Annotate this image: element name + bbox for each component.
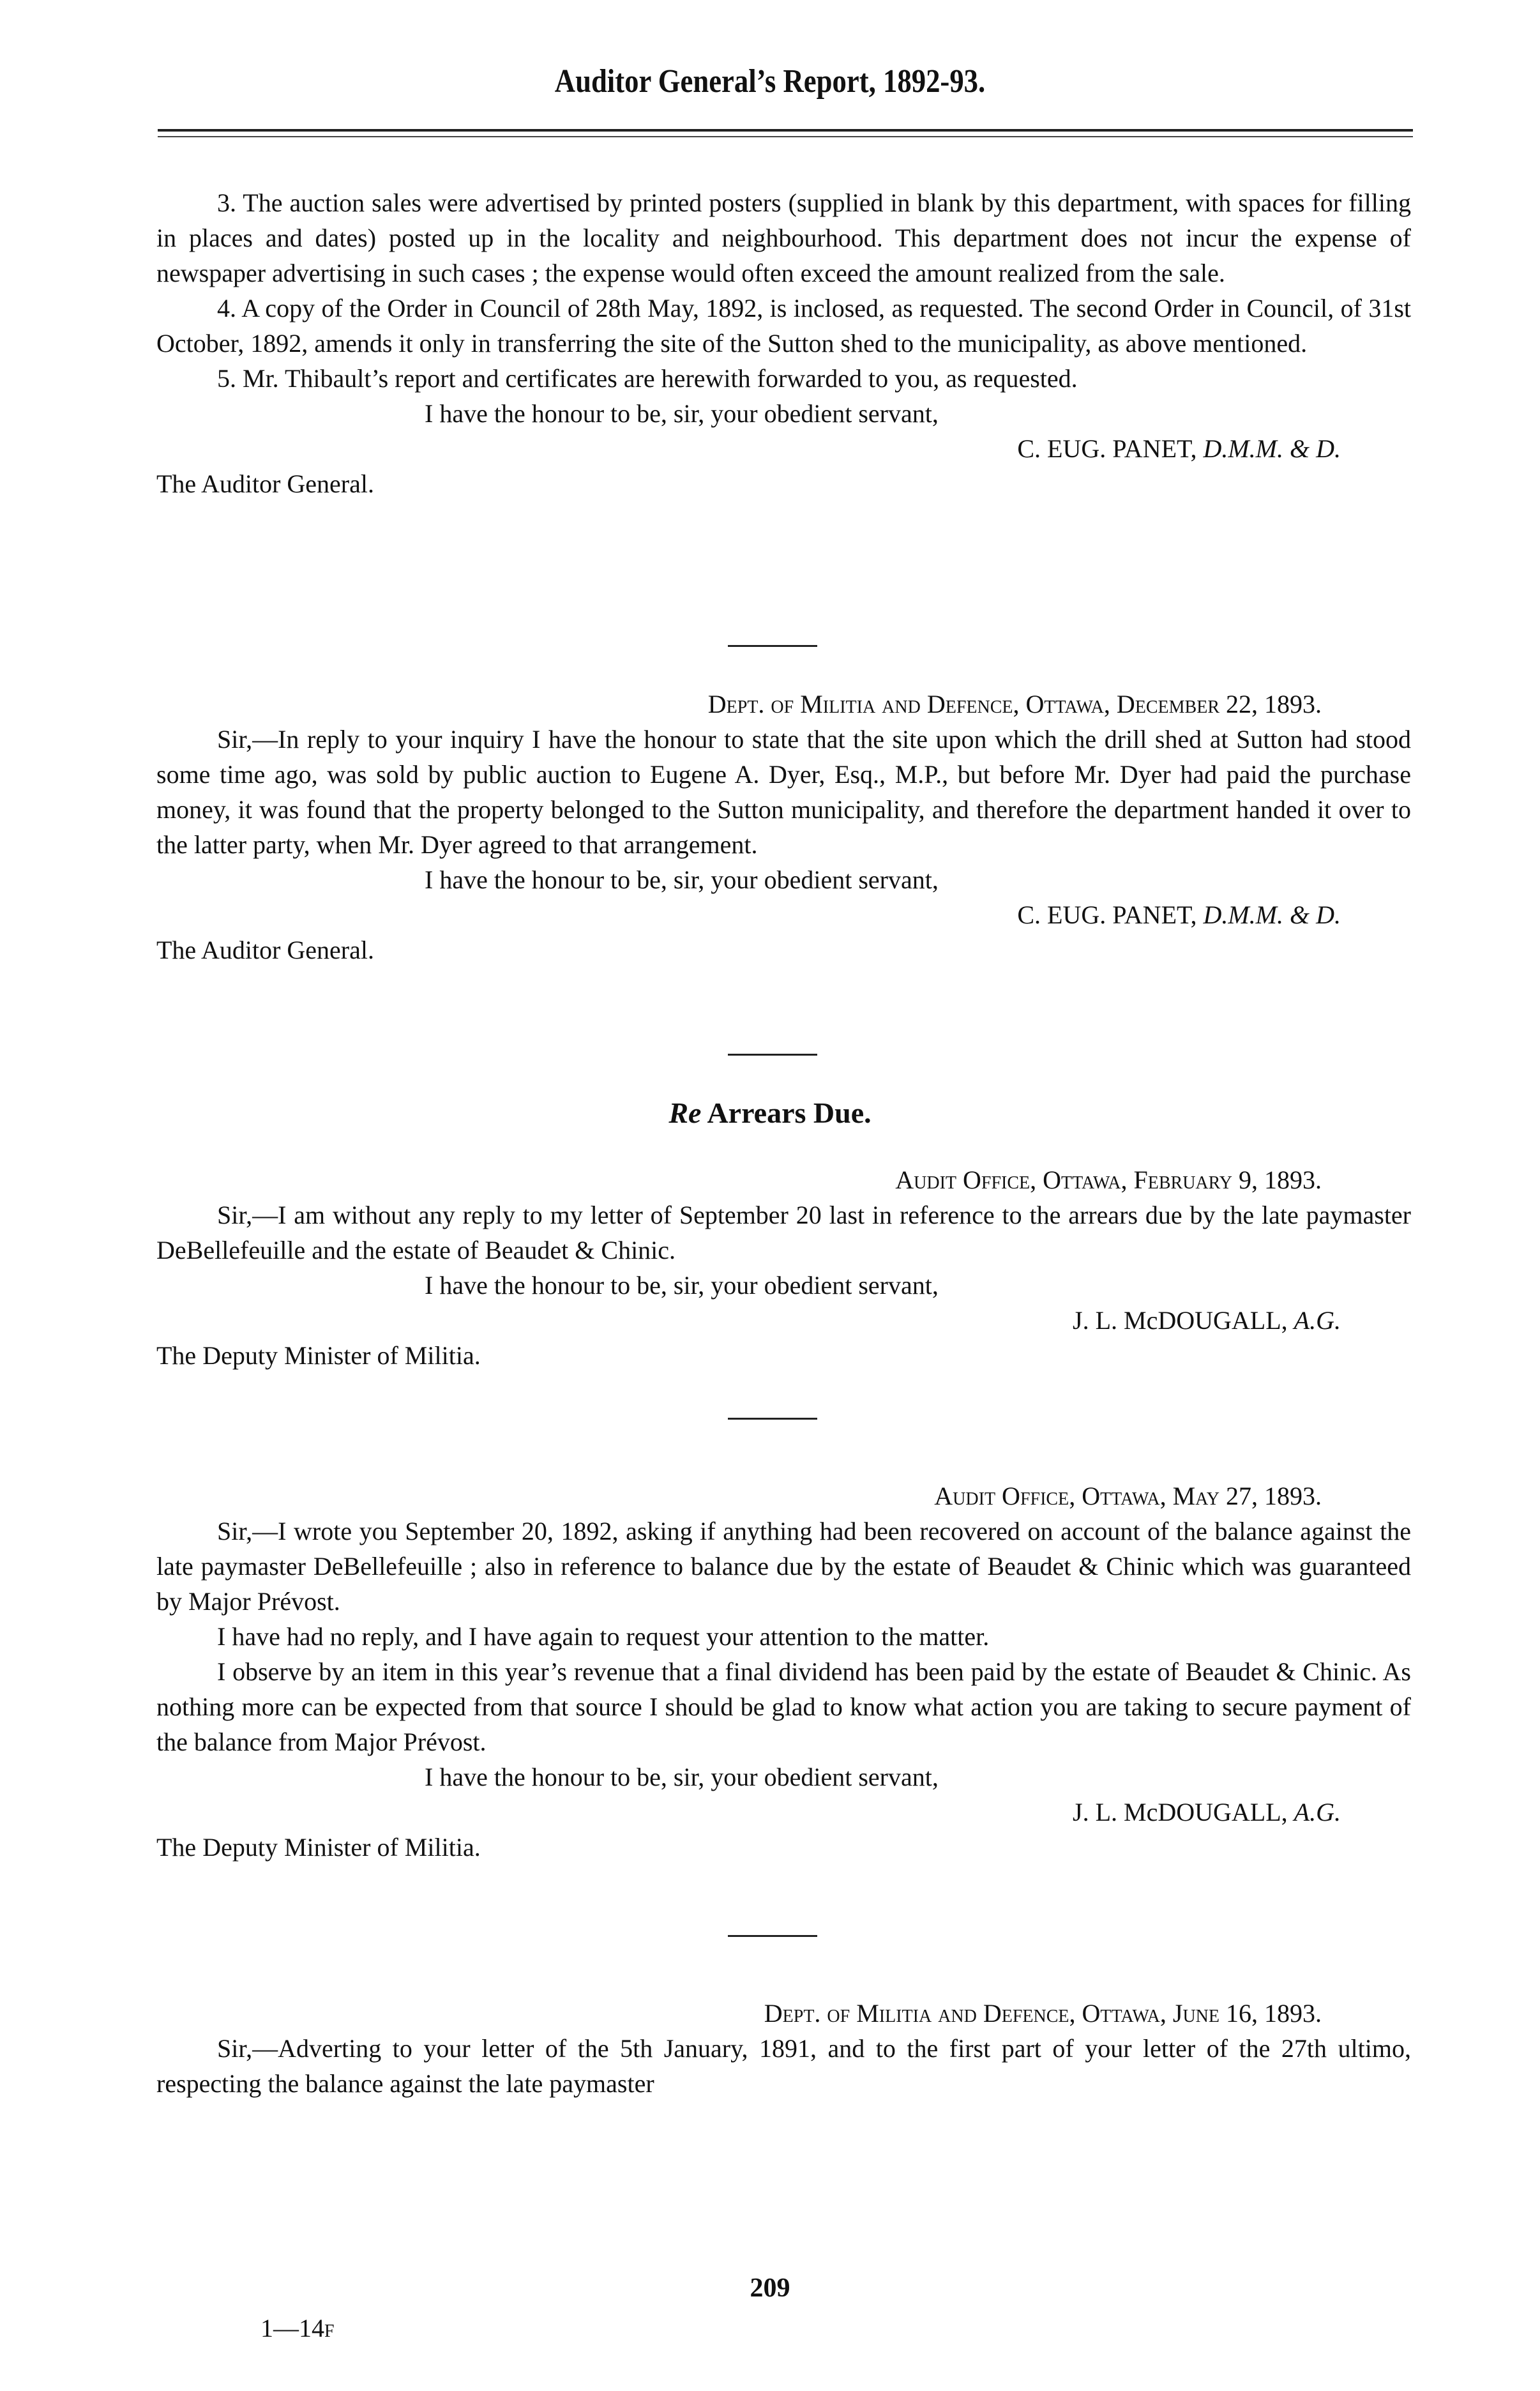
signature-title: A.G. bbox=[1294, 1798, 1341, 1826]
letter-body-3: I observe by an item in this year’s revenue that a final dividend has been paid by the estate of Beaudet & Chinic. As nothing more can be expected from that source I should be glad to know what action you are taking to secure payment of the balance from Major Prévost. bbox=[156, 1657, 1411, 1756]
signature-name: C. EUG. PANET, bbox=[1017, 434, 1197, 463]
signature bbox=[156, 897, 1411, 932]
paragraph-4: 4. A copy of the Order in Council of 28th May, 1892, is inclosed, as requested. The second Order in Council, of 31st October, 1892, amends it only in transferring the site of the Sutton shed to the municipality, as above mentioned. bbox=[156, 294, 1411, 358]
closing-line: I have the honour to be, sir, your obedient servant, bbox=[425, 1763, 939, 1791]
signature-title: D.M.M. & D. bbox=[1203, 434, 1341, 463]
signature-title: A.G. bbox=[1294, 1306, 1341, 1335]
page-number: 209 bbox=[750, 2273, 790, 2303]
signature bbox=[156, 431, 1411, 466]
paragraph-3: 3. The auction sales were advertised by printed posters (supplied in blank by this department, with spaces for filling in places and dates) posted up in the locality and neighbourhood. This department does not incur the expense of newspaper advertising in such cases ; the expense would often exceed the amount realized from the sale. bbox=[156, 188, 1411, 287]
letter-5 bbox=[156, 1996, 1411, 2101]
closing-line: I have the honour to be, sir, your obedient servant, bbox=[425, 865, 939, 894]
letter-3 bbox=[156, 1162, 1411, 1373]
separator-4 bbox=[728, 1935, 817, 1937]
recipient: The Auditor General. bbox=[156, 469, 374, 498]
separator-2 bbox=[728, 1054, 817, 1056]
letter-body: Sir,—Adverting to your letter of the 5th January, 1891, and to the first part of your letter of the 27th ultimo, respecting the balance against the late paymaster bbox=[156, 2034, 1411, 2098]
closing-line: I have the honour to be, sir, your obedient servant, bbox=[425, 1271, 939, 1300]
signature-name: J. L. McDOUGALL, bbox=[1073, 1306, 1288, 1335]
header-rule-thick bbox=[158, 129, 1413, 132]
page-title: Auditor General’s Report, 1892-93. bbox=[554, 63, 986, 100]
letter-body-2: I have had no reply, and I have again to request your attention to the matter. bbox=[217, 1622, 990, 1651]
letter-4 bbox=[156, 1478, 1411, 1865]
signature-name: J. L. McDOUGALL, bbox=[1073, 1798, 1288, 1826]
section-heading-title: Arrears Due. bbox=[707, 1097, 872, 1129]
letter-1 bbox=[156, 185, 1411, 501]
letter-address: Dept. of Militia and Defence, Ottawa, December 22, 1893. bbox=[707, 690, 1322, 718]
section-heading-re: Re bbox=[668, 1097, 702, 1129]
letter-address: Audit Office, Ottawa, February 9, 1893. bbox=[895, 1165, 1322, 1194]
letter-body-1: Sir,—I wrote you September 20, 1892, asking if anything had been recovered on account of the balance against the late paymaster DeBellefeuille ; also in reference to balance due by the estate of Beaudet & Chinic which was guaranteed by Major Prévost. bbox=[156, 1517, 1411, 1616]
separator-1 bbox=[728, 645, 817, 647]
signature bbox=[156, 1303, 1411, 1338]
paragraph-5: 5. Mr. Thibault’s report and certificates are herewith forwarded to you, as requested. bbox=[217, 364, 1078, 393]
recipient: The Deputy Minister of Militia. bbox=[156, 1341, 481, 1370]
sheet-mark: 1—14f bbox=[260, 2314, 335, 2342]
letter-address: Audit Office, Ottawa, May 27, 1893. bbox=[934, 1482, 1322, 1510]
letter-address: Dept. of Militia and Defence, Ottawa, June 16, 1893. bbox=[764, 1999, 1322, 2028]
section-heading bbox=[0, 1095, 1540, 1130]
header-rule-thin bbox=[158, 136, 1413, 137]
letter-body: Sir,—In reply to your inquiry I have the honour to state that the site upon which the drill shed at Sutton had stood some time ago, was sold by public auction to Eugene A. Dyer, Esq., M.P., but before Mr. Dyer had paid the purchase money, it was found that the property belonged to the Sutton municipality, and therefore the department handed it over to the latter party, when Mr. Dyer agreed to that arrangement. bbox=[156, 725, 1411, 859]
signature-name: C. EUG. PANET, bbox=[1017, 900, 1197, 929]
letter-2 bbox=[156, 687, 1411, 968]
signature bbox=[156, 1795, 1411, 1830]
signature-title: D.M.M. & D. bbox=[1203, 900, 1341, 929]
recipient: The Auditor General. bbox=[156, 936, 374, 964]
letter-body: Sir,—I am without any reply to my letter of September 20 last in reference to the arrears due by the late paymaster DeBellefeuille and the estate of Beaudet & Chinic. bbox=[156, 1201, 1411, 1264]
separator-3 bbox=[728, 1418, 817, 1420]
closing-line: I have the honour to be, sir, your obedient servant, bbox=[425, 399, 939, 428]
recipient: The Deputy Minister of Militia. bbox=[156, 1833, 481, 1862]
